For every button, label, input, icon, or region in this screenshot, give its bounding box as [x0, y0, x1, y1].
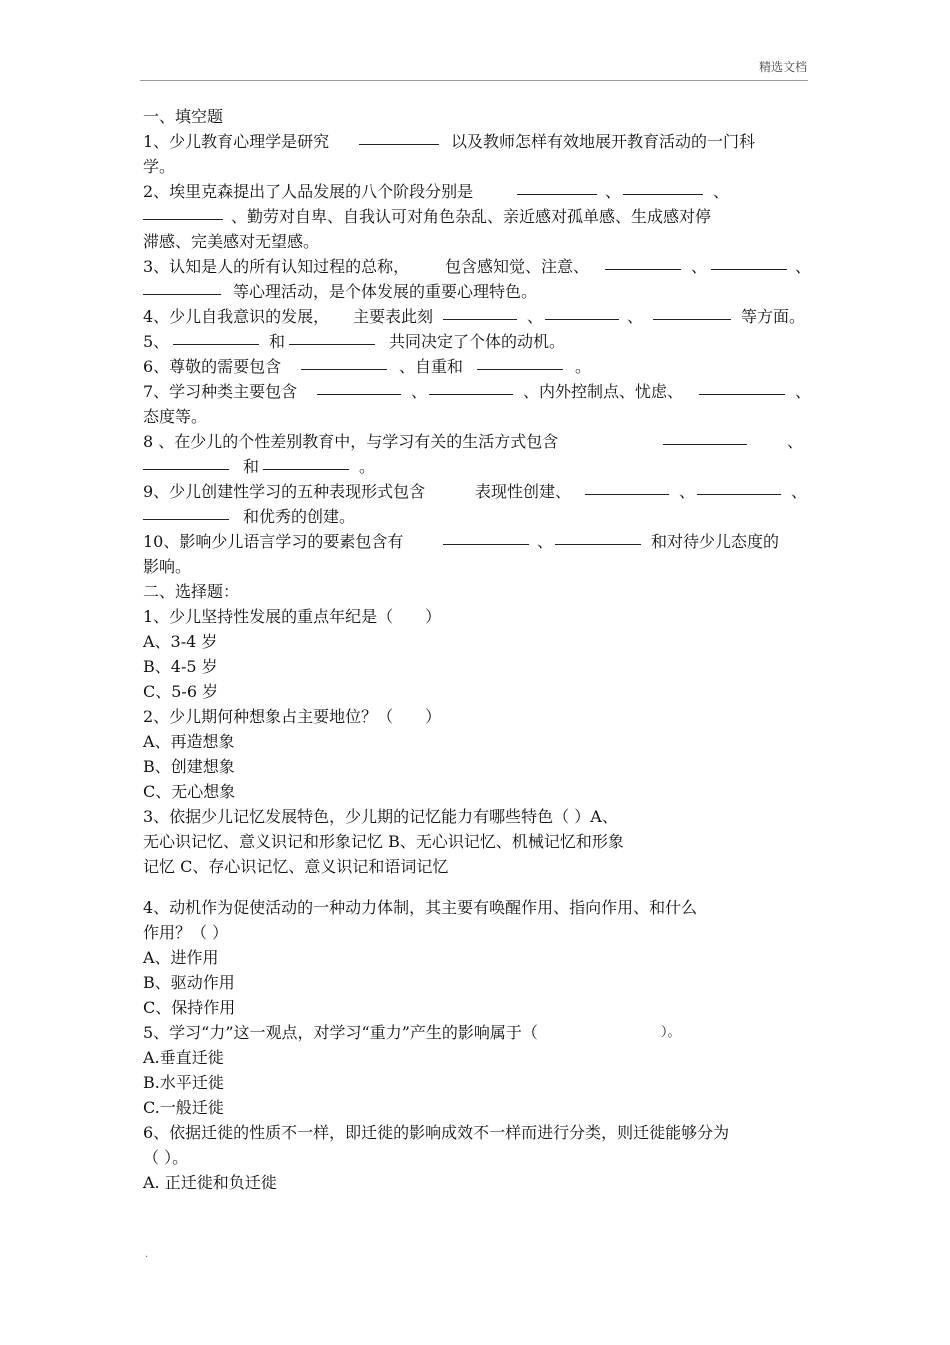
- choice-q1-stem: 1、少儿坚持性发展的重点年纪是（ ）: [143, 607, 442, 626]
- q5-text-b: 和: [269, 332, 286, 351]
- q8-blank-2: [143, 454, 229, 470]
- choice-q1-option-c: C、5-6 岁: [143, 682, 219, 701]
- q6-blank-1: [301, 354, 387, 370]
- fill-q2-line3: 滞感、完美感对无望感。: [143, 232, 320, 251]
- q8-text-b: 和: [243, 457, 260, 476]
- choice-q2-stem: 2、少儿期何种想象占主要地位？（ ）: [143, 707, 442, 726]
- q9-blank-2: [697, 479, 781, 495]
- footer-mark: .: [145, 1249, 149, 1260]
- q7-text-a: 7、学习种类主要包含: [143, 382, 298, 401]
- choice-q4-option-c: C、保持作用: [143, 998, 236, 1017]
- q8-blank-1: [663, 429, 747, 445]
- fill-q2-line2: [143, 204, 808, 229]
- q2-blank-3: [143, 204, 223, 220]
- fill-q7-line2: 态度等。: [143, 407, 208, 426]
- fill-q9-line1: [143, 479, 808, 504]
- fill-q6-line: [143, 354, 808, 379]
- fill-q5-line: [143, 329, 808, 354]
- choice-q1-option-b: B、4-5 岁: [143, 657, 218, 676]
- document-body: [143, 104, 812, 1195]
- fill-q1-line1: [143, 129, 808, 154]
- q2-text-a: 2、埃里克森提出了人品发展的八个阶段分别是: [143, 182, 474, 201]
- q1-text-a: 1、少儿教育心理学是研究: [143, 132, 330, 151]
- q3-blank-3: [143, 279, 221, 295]
- choice-q5-stem: [143, 1020, 808, 1045]
- q6-blank-2: [477, 354, 563, 370]
- q10-text-a: 10、影响少儿语言学习的要素包含有: [143, 532, 404, 551]
- q10-sep-1: 、: [537, 532, 554, 551]
- q10-blank-1: [443, 529, 529, 545]
- choice-q6-option-a: A. 正迁徙和负迁徙: [143, 1173, 277, 1192]
- q6-text-c: 。: [575, 357, 592, 376]
- fill-q2-line1: [143, 179, 808, 204]
- choice-q2-option-c: C、无心想象: [143, 782, 236, 801]
- fill-q8-line2: [143, 454, 808, 479]
- fill-q4-line: [143, 304, 808, 329]
- q4-blank-1: [443, 304, 517, 320]
- spacer: [143, 879, 808, 895]
- q9-blank-3: [143, 504, 229, 520]
- q2-blank-2: [623, 179, 703, 195]
- q8-blank-3: [263, 454, 349, 470]
- q5-blank-1: [173, 329, 259, 345]
- choice-q4-option-b: B、驱动作用: [143, 973, 235, 992]
- q7-blank-3: [699, 379, 785, 395]
- q3-text-b: 包含感知觉、注意、: [445, 257, 590, 276]
- choice-q4-line2: 作用？（ ）: [143, 923, 229, 942]
- q4-sep-2: 、: [627, 307, 644, 326]
- fill-q3-line1: [143, 254, 812, 279]
- q7-sep-2: 、: [795, 382, 812, 401]
- q4-text-b: 主要表此刻: [353, 307, 434, 326]
- q9-text-c: 和优秀的创建。: [243, 507, 356, 526]
- q6-text-b: 、自重和: [399, 357, 464, 376]
- choice-q5-option-c: C.一般迁徙: [143, 1098, 224, 1117]
- q3-blank-1: [605, 254, 681, 270]
- choice-q5-option-a: A.垂直迁徙: [143, 1048, 224, 1067]
- q3-text-c: 等心理活动，是个体发展的重要心理特色。: [233, 282, 538, 301]
- q9-sep-2: 、: [791, 482, 808, 501]
- q3-text-a: 3、认知是人的所有认知过程的总称，: [143, 257, 410, 276]
- q1-text-b: 以及教师怎样有效地展开教育活动的一门科: [451, 132, 756, 151]
- q5-text-a: 5、: [143, 332, 170, 351]
- q2-sep-1: 、: [605, 182, 622, 201]
- header-label: 精选文档: [758, 60, 807, 74]
- q4-text-a: 4、少儿自我意识的发展，: [143, 307, 330, 326]
- q8-sep-1: 、: [787, 432, 804, 451]
- q4-blank-3: [653, 304, 731, 320]
- q7-blank-2: [429, 379, 513, 395]
- q9-sep-1: 、: [679, 482, 696, 501]
- fill-q3-line2: [143, 279, 808, 304]
- fill-q1-line2: 学。: [143, 157, 176, 176]
- q10-text-b: 和对待少儿态度的: [651, 532, 780, 551]
- fill-q8-line1: [143, 429, 808, 454]
- q7-blank-1: [317, 379, 401, 395]
- choice-q1-option-a: A、3-4 岁: [143, 632, 218, 651]
- q8-text-c: 。: [359, 457, 376, 476]
- q5-stem-b: ）。: [661, 1025, 681, 1040]
- q2-blank-1: [517, 179, 597, 195]
- section2-title: 二、选择题：: [143, 582, 240, 601]
- choice-q3-line1: 3、依据少儿记忆发展特色，少儿期的记忆能力有哪些特色（ ）A、: [143, 807, 618, 826]
- choice-q6-line1: 6、依据迁徙的性质不一样，即迁徙的影响成效不一样而进行分类，则迁徙能够分为: [143, 1123, 730, 1142]
- q9-text-a: 9、少儿创建性学习的五种表现形式包含: [143, 482, 426, 501]
- q5-blank-2: [289, 329, 375, 345]
- q5-text-c: 共同决定了个体的动机。: [389, 332, 566, 351]
- choice-q4-line1: 4、动机作为促使活动的一种动力体制，其主要有唤醒作用、指向作用、和什么: [143, 898, 698, 917]
- fill-q7-line1: [143, 379, 812, 404]
- fill-q10-line1: [143, 529, 808, 554]
- q2-text-b: 、勤劳对自卑、自我认可对角色杂乱、亲近感对孤单感、生成感对停: [231, 207, 712, 226]
- choice-q3-line2: 无心识记忆、意义识记和形象记忆 B、无心识记忆、机械记忆和形象: [143, 832, 624, 851]
- choice-q2-option-a: A、再造想象: [143, 732, 235, 751]
- choice-q4-option-a: A、进作用: [143, 948, 219, 967]
- q4-sep-1: 、: [527, 307, 544, 326]
- q4-blank-2: [545, 304, 619, 320]
- q3-blank-2: [711, 254, 787, 270]
- q3-sep-2: 、: [795, 257, 812, 276]
- choice-q5-option-b: B.水平迁徙: [143, 1073, 224, 1092]
- choice-q3-line3: 记忆 C、存心识记忆、意义识记和语词记忆: [143, 857, 449, 876]
- q2-sep-2: 、: [713, 182, 730, 201]
- fill-q10-line2: 影响。: [143, 557, 192, 576]
- q3-sep-1: 、: [691, 257, 708, 276]
- q8-text-a: 8 、在少儿的个性差别教育中，与学习有关的生活方式包含: [143, 432, 559, 451]
- section1-title: 一、填空题: [143, 107, 224, 126]
- q9-blank-1: [585, 479, 669, 495]
- header-rule: [140, 80, 808, 81]
- q9-text-b: 表现性创建、: [475, 482, 572, 501]
- q7-sep-1: 、: [411, 382, 428, 401]
- q5-stem-a: 5、学习“力”这一观点，对学习“重力”产生的影响属于（: [143, 1023, 538, 1042]
- q1-blank-1: [359, 129, 439, 145]
- choice-q2-option-b: B、创建想象: [143, 757, 235, 776]
- q10-blank-2: [555, 529, 641, 545]
- q7-text-b: 、内外控制点、忧虑、: [523, 382, 684, 401]
- fill-q9-line2: [143, 504, 808, 529]
- q6-text-a: 6、尊敬的需要包含: [143, 357, 282, 376]
- q4-text-c: 等方面。: [741, 307, 806, 326]
- choice-q6-line2: （ ）。: [143, 1148, 189, 1167]
